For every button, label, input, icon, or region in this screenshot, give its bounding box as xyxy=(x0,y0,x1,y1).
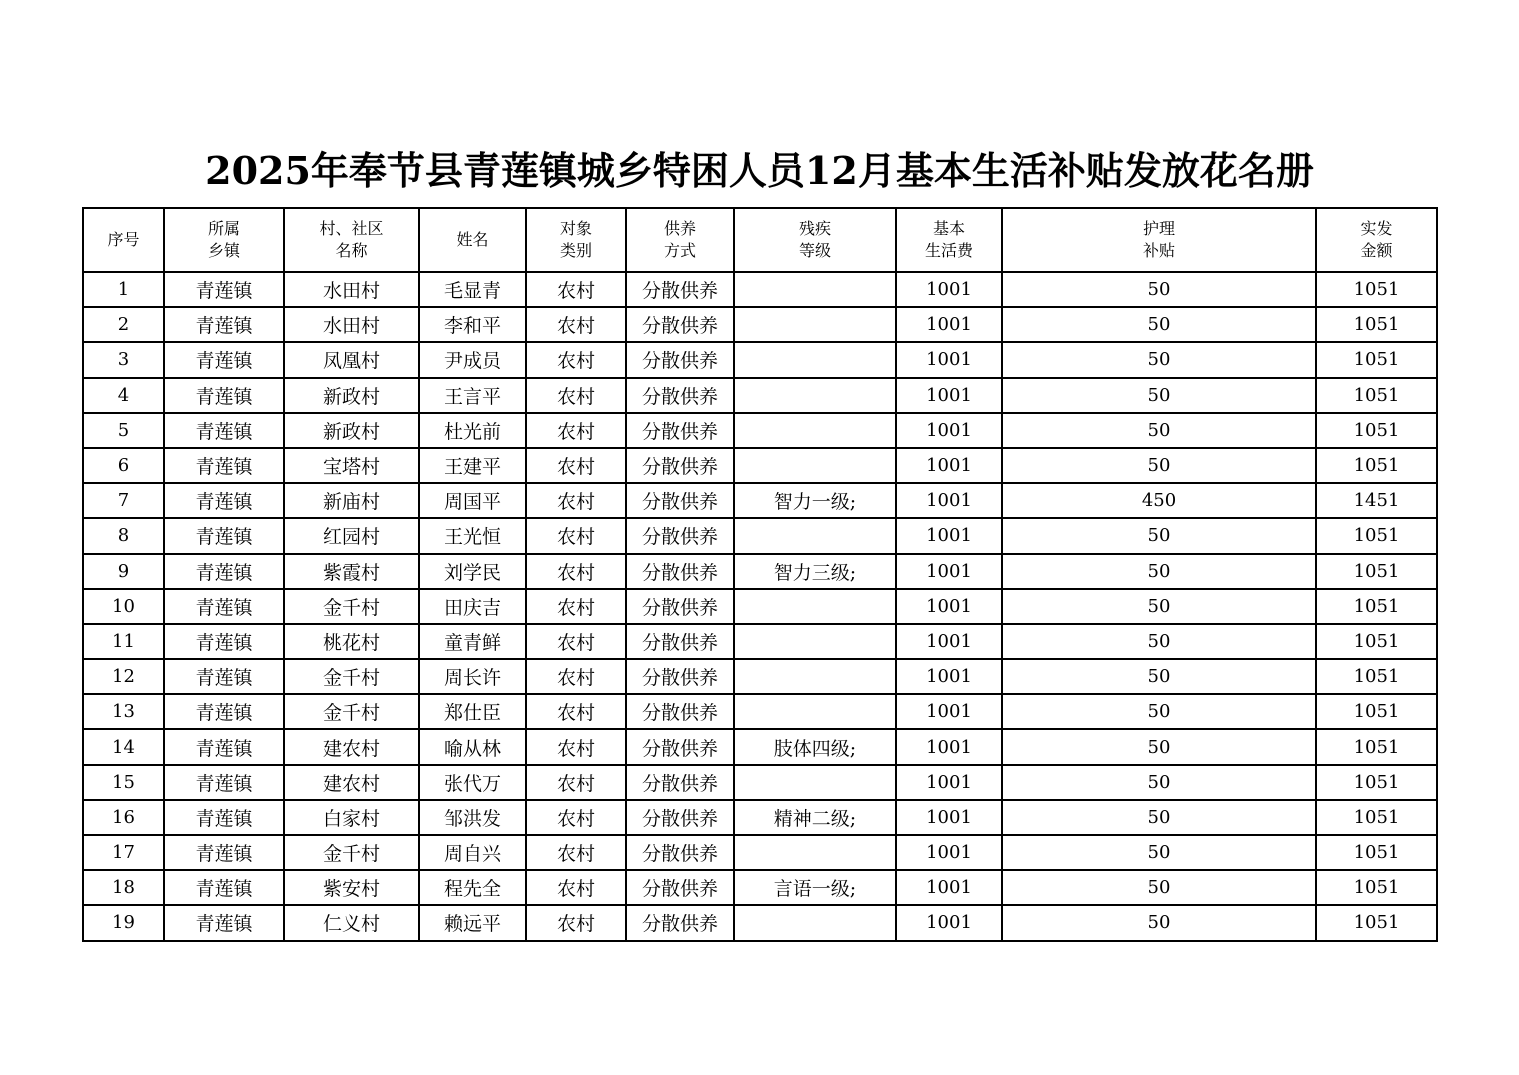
disability-level-cell: 智力一级; xyxy=(734,483,896,518)
village-cell: 新庙村 xyxy=(284,483,419,518)
support-mode-cell: 分散供养 xyxy=(626,800,734,835)
support-mode-cell: 分散供养 xyxy=(626,483,734,518)
disability-level-cell xyxy=(734,518,896,553)
header-label: 实发 xyxy=(1360,219,1393,238)
header-label: 名称 xyxy=(335,241,368,260)
table-row xyxy=(83,624,1437,659)
serial-cell: 9 xyxy=(83,554,164,589)
header-cell-care-subsidy xyxy=(1002,208,1316,272)
village-cell: 新政村 xyxy=(284,378,419,413)
support-mode-cell: 分散供养 xyxy=(626,413,734,448)
actual-amount-cell: 1051 xyxy=(1316,589,1437,624)
name-cell: 赖远平 xyxy=(419,905,526,940)
table-row xyxy=(83,729,1437,764)
disability-level-cell xyxy=(734,342,896,377)
care-subsidy-cell: 50 xyxy=(1002,307,1316,342)
village-cell: 紫霞村 xyxy=(284,554,419,589)
support-mode-cell: 分散供养 xyxy=(626,905,734,940)
serial-cell: 13 xyxy=(83,694,164,729)
actual-amount-cell: 1051 xyxy=(1316,307,1437,342)
township-cell: 青莲镇 xyxy=(164,870,284,905)
basic-living-cell: 1001 xyxy=(896,905,1002,940)
table-row xyxy=(83,518,1437,553)
township-cell: 青莲镇 xyxy=(164,729,284,764)
serial-cell: 15 xyxy=(83,765,164,800)
header-label: 基本 xyxy=(932,219,965,238)
header-label: 补贴 xyxy=(1142,241,1175,260)
table-row xyxy=(83,413,1437,448)
table-row xyxy=(83,342,1437,377)
care-subsidy-cell: 50 xyxy=(1002,448,1316,483)
serial-cell: 16 xyxy=(83,800,164,835)
village-cell: 金千村 xyxy=(284,659,419,694)
name-cell: 杜光前 xyxy=(419,413,526,448)
header-cell-actual-amount xyxy=(1316,208,1437,272)
village-cell: 建农村 xyxy=(284,729,419,764)
village-cell: 凤凰村 xyxy=(284,342,419,377)
header-label: 等级 xyxy=(798,241,831,260)
category-cell: 农村 xyxy=(526,307,626,342)
care-subsidy-cell: 50 xyxy=(1002,272,1316,307)
header-label: 供养 xyxy=(663,219,696,238)
care-subsidy-cell: 50 xyxy=(1002,659,1316,694)
category-cell: 农村 xyxy=(526,659,626,694)
care-subsidy-cell: 50 xyxy=(1002,870,1316,905)
name-cell: 童青鲜 xyxy=(419,624,526,659)
category-cell: 农村 xyxy=(526,800,626,835)
basic-living-cell: 1001 xyxy=(896,835,1002,870)
name-cell: 程先全 xyxy=(419,870,526,905)
header-label: 残疾 xyxy=(798,219,831,238)
township-cell: 青莲镇 xyxy=(164,589,284,624)
care-subsidy-cell: 50 xyxy=(1002,800,1316,835)
serial-cell: 18 xyxy=(83,870,164,905)
township-cell: 青莲镇 xyxy=(164,659,284,694)
category-cell: 农村 xyxy=(526,518,626,553)
support-mode-cell: 分散供养 xyxy=(626,659,734,694)
township-cell: 青莲镇 xyxy=(164,518,284,553)
village-cell: 金千村 xyxy=(284,589,419,624)
village-cell: 紫安村 xyxy=(284,870,419,905)
township-cell: 青莲镇 xyxy=(164,554,284,589)
name-cell: 周自兴 xyxy=(419,835,526,870)
support-mode-cell: 分散供养 xyxy=(626,589,734,624)
table-row xyxy=(83,765,1437,800)
header-label: 方式 xyxy=(663,241,696,260)
township-cell: 青莲镇 xyxy=(164,448,284,483)
name-cell: 周国平 xyxy=(419,483,526,518)
category-cell: 农村 xyxy=(526,870,626,905)
category-cell: 农村 xyxy=(526,835,626,870)
table-row xyxy=(83,378,1437,413)
table-row xyxy=(83,800,1437,835)
basic-living-cell: 1001 xyxy=(896,765,1002,800)
header-label: 乡镇 xyxy=(207,241,240,260)
actual-amount-cell: 1051 xyxy=(1316,905,1437,940)
header-label: 对象 xyxy=(559,219,592,238)
category-cell: 农村 xyxy=(526,413,626,448)
care-subsidy-cell: 50 xyxy=(1002,729,1316,764)
serial-cell: 5 xyxy=(83,413,164,448)
basic-living-cell: 1001 xyxy=(896,870,1002,905)
disability-level-cell: 肢体四级; xyxy=(734,729,896,764)
actual-amount-cell: 1051 xyxy=(1316,694,1437,729)
basic-living-cell: 1001 xyxy=(896,272,1002,307)
village-cell: 红园村 xyxy=(284,518,419,553)
actual-amount-cell: 1051 xyxy=(1316,378,1437,413)
actual-amount-cell: 1051 xyxy=(1316,272,1437,307)
table-row xyxy=(83,483,1437,518)
header-cell-serial xyxy=(83,208,164,272)
serial-cell: 19 xyxy=(83,905,164,940)
header-label: 姓名 xyxy=(456,230,489,249)
name-cell: 王建平 xyxy=(419,448,526,483)
table-header xyxy=(83,208,1437,272)
header-row xyxy=(83,208,1437,272)
name-cell: 李和平 xyxy=(419,307,526,342)
serial-cell: 7 xyxy=(83,483,164,518)
serial-cell: 12 xyxy=(83,659,164,694)
basic-living-cell: 1001 xyxy=(896,413,1002,448)
village-cell: 仁义村 xyxy=(284,905,419,940)
care-subsidy-cell: 50 xyxy=(1002,518,1316,553)
table-body xyxy=(83,272,1437,941)
village-cell: 水田村 xyxy=(284,272,419,307)
name-cell: 毛显青 xyxy=(419,272,526,307)
care-subsidy-cell: 50 xyxy=(1002,413,1316,448)
disability-level-cell xyxy=(734,835,896,870)
care-subsidy-cell: 50 xyxy=(1002,905,1316,940)
header-label: 所属 xyxy=(207,219,240,238)
support-mode-cell: 分散供养 xyxy=(626,765,734,800)
name-cell: 周长许 xyxy=(419,659,526,694)
category-cell: 农村 xyxy=(526,554,626,589)
header-label: 金额 xyxy=(1360,241,1393,260)
header-label: 生活费 xyxy=(924,241,973,260)
care-subsidy-cell: 50 xyxy=(1002,835,1316,870)
township-cell: 青莲镇 xyxy=(164,378,284,413)
township-cell: 青莲镇 xyxy=(164,624,284,659)
support-mode-cell: 分散供养 xyxy=(626,518,734,553)
village-cell: 宝塔村 xyxy=(284,448,419,483)
actual-amount-cell: 1051 xyxy=(1316,554,1437,589)
category-cell: 农村 xyxy=(526,378,626,413)
village-cell: 金千村 xyxy=(284,835,419,870)
disability-level-cell xyxy=(734,765,896,800)
care-subsidy-cell: 50 xyxy=(1002,765,1316,800)
name-cell: 郑仕臣 xyxy=(419,694,526,729)
disability-level-cell xyxy=(734,413,896,448)
support-mode-cell: 分散供养 xyxy=(626,554,734,589)
disability-level-cell xyxy=(734,905,896,940)
category-cell: 农村 xyxy=(526,342,626,377)
header-cell-support-mode xyxy=(626,208,734,272)
table-row xyxy=(83,659,1437,694)
care-subsidy-cell: 50 xyxy=(1002,694,1316,729)
serial-cell: 3 xyxy=(83,342,164,377)
disability-level-cell xyxy=(734,589,896,624)
care-subsidy-cell: 50 xyxy=(1002,378,1316,413)
serial-cell: 2 xyxy=(83,307,164,342)
header-cell-disability-level xyxy=(734,208,896,272)
disability-level-cell xyxy=(734,694,896,729)
category-cell: 农村 xyxy=(526,765,626,800)
support-mode-cell: 分散供养 xyxy=(626,694,734,729)
disability-level-cell xyxy=(734,307,896,342)
category-cell: 农村 xyxy=(526,272,626,307)
header-label: 护理 xyxy=(1142,219,1175,238)
name-cell: 喻从林 xyxy=(419,729,526,764)
actual-amount-cell: 1051 xyxy=(1316,518,1437,553)
table-row xyxy=(83,448,1437,483)
support-mode-cell: 分散供养 xyxy=(626,729,734,764)
serial-cell: 17 xyxy=(83,835,164,870)
township-cell: 青莲镇 xyxy=(164,307,284,342)
table-row xyxy=(83,905,1437,940)
township-cell: 青莲镇 xyxy=(164,905,284,940)
basic-living-cell: 1001 xyxy=(896,307,1002,342)
disability-level-cell: 智力三级; xyxy=(734,554,896,589)
name-cell: 刘学民 xyxy=(419,554,526,589)
actual-amount-cell: 1051 xyxy=(1316,624,1437,659)
actual-amount-cell: 1051 xyxy=(1316,448,1437,483)
township-cell: 青莲镇 xyxy=(164,413,284,448)
village-cell: 白家村 xyxy=(284,800,419,835)
basic-living-cell: 1001 xyxy=(896,554,1002,589)
table-row xyxy=(83,870,1437,905)
actual-amount-cell: 1051 xyxy=(1316,729,1437,764)
disability-level-cell: 言语一级; xyxy=(734,870,896,905)
actual-amount-cell: 1051 xyxy=(1316,870,1437,905)
name-cell: 张代万 xyxy=(419,765,526,800)
basic-living-cell: 1001 xyxy=(896,624,1002,659)
actual-amount-cell: 1051 xyxy=(1316,800,1437,835)
basic-living-cell: 1001 xyxy=(896,659,1002,694)
category-cell: 农村 xyxy=(526,905,626,940)
header-label: 类别 xyxy=(559,241,592,260)
care-subsidy-cell: 450 xyxy=(1002,483,1316,518)
category-cell: 农村 xyxy=(526,483,626,518)
header-cell-township xyxy=(164,208,284,272)
basic-living-cell: 1001 xyxy=(896,518,1002,553)
header-label: 序号 xyxy=(107,230,140,249)
township-cell: 青莲镇 xyxy=(164,835,284,870)
disability-level-cell xyxy=(734,378,896,413)
disability-level-cell xyxy=(734,624,896,659)
name-cell: 尹成员 xyxy=(419,342,526,377)
township-cell: 青莲镇 xyxy=(164,342,284,377)
support-mode-cell: 分散供养 xyxy=(626,624,734,659)
care-subsidy-cell: 50 xyxy=(1002,554,1316,589)
village-cell: 金千村 xyxy=(284,694,419,729)
basic-living-cell: 1001 xyxy=(896,589,1002,624)
township-cell: 青莲镇 xyxy=(164,765,284,800)
serial-cell: 6 xyxy=(83,448,164,483)
category-cell: 农村 xyxy=(526,729,626,764)
header-label: 村、社区 xyxy=(319,219,384,238)
support-mode-cell: 分散供养 xyxy=(626,307,734,342)
name-cell: 邹洪发 xyxy=(419,800,526,835)
support-mode-cell: 分散供养 xyxy=(626,448,734,483)
township-cell: 青莲镇 xyxy=(164,483,284,518)
table-row xyxy=(83,554,1437,589)
serial-cell: 1 xyxy=(83,272,164,307)
header-cell-name xyxy=(419,208,526,272)
basic-living-cell: 1001 xyxy=(896,483,1002,518)
village-cell: 桃花村 xyxy=(284,624,419,659)
township-cell: 青莲镇 xyxy=(164,694,284,729)
subsidy-roster-table xyxy=(82,207,1438,942)
basic-living-cell: 1001 xyxy=(896,342,1002,377)
care-subsidy-cell: 50 xyxy=(1002,624,1316,659)
support-mode-cell: 分散供养 xyxy=(626,378,734,413)
basic-living-cell: 1001 xyxy=(896,378,1002,413)
serial-cell: 14 xyxy=(83,729,164,764)
support-mode-cell: 分散供养 xyxy=(626,342,734,377)
serial-cell: 10 xyxy=(83,589,164,624)
table-row xyxy=(83,589,1437,624)
actual-amount-cell: 1451 xyxy=(1316,483,1437,518)
category-cell: 农村 xyxy=(526,589,626,624)
support-mode-cell: 分散供养 xyxy=(626,835,734,870)
basic-living-cell: 1001 xyxy=(896,448,1002,483)
village-cell: 新政村 xyxy=(284,413,419,448)
table-row xyxy=(83,272,1437,307)
village-cell: 建农村 xyxy=(284,765,419,800)
category-cell: 农村 xyxy=(526,694,626,729)
serial-cell: 11 xyxy=(83,624,164,659)
header-cell-village xyxy=(284,208,419,272)
actual-amount-cell: 1051 xyxy=(1316,342,1437,377)
disability-level-cell: 精神二级; xyxy=(734,800,896,835)
care-subsidy-cell: 50 xyxy=(1002,342,1316,377)
table-row xyxy=(83,835,1437,870)
category-cell: 农村 xyxy=(526,448,626,483)
name-cell: 王言平 xyxy=(419,378,526,413)
basic-living-cell: 1001 xyxy=(896,694,1002,729)
table-row xyxy=(83,307,1437,342)
header-cell-category xyxy=(526,208,626,272)
support-mode-cell: 分散供养 xyxy=(626,870,734,905)
serial-cell: 4 xyxy=(83,378,164,413)
header-cell-basic-living xyxy=(896,208,1002,272)
table-row xyxy=(83,694,1437,729)
basic-living-cell: 1001 xyxy=(896,800,1002,835)
actual-amount-cell: 1051 xyxy=(1316,835,1437,870)
serial-cell: 8 xyxy=(83,518,164,553)
name-cell: 田庆吉 xyxy=(419,589,526,624)
township-cell: 青莲镇 xyxy=(164,800,284,835)
disability-level-cell xyxy=(734,448,896,483)
page-title: 2025年奉节县青莲镇城乡特困人员12月基本生活补贴发放花名册 xyxy=(205,148,1314,193)
care-subsidy-cell: 50 xyxy=(1002,589,1316,624)
actual-amount-cell: 1051 xyxy=(1316,413,1437,448)
name-cell: 王光恒 xyxy=(419,518,526,553)
village-cell: 水田村 xyxy=(284,307,419,342)
support-mode-cell: 分散供养 xyxy=(626,272,734,307)
township-cell: 青莲镇 xyxy=(164,272,284,307)
disability-level-cell xyxy=(734,659,896,694)
actual-amount-cell: 1051 xyxy=(1316,765,1437,800)
category-cell: 农村 xyxy=(526,624,626,659)
disability-level-cell xyxy=(734,272,896,307)
basic-living-cell: 1001 xyxy=(896,729,1002,764)
actual-amount-cell: 1051 xyxy=(1316,659,1437,694)
